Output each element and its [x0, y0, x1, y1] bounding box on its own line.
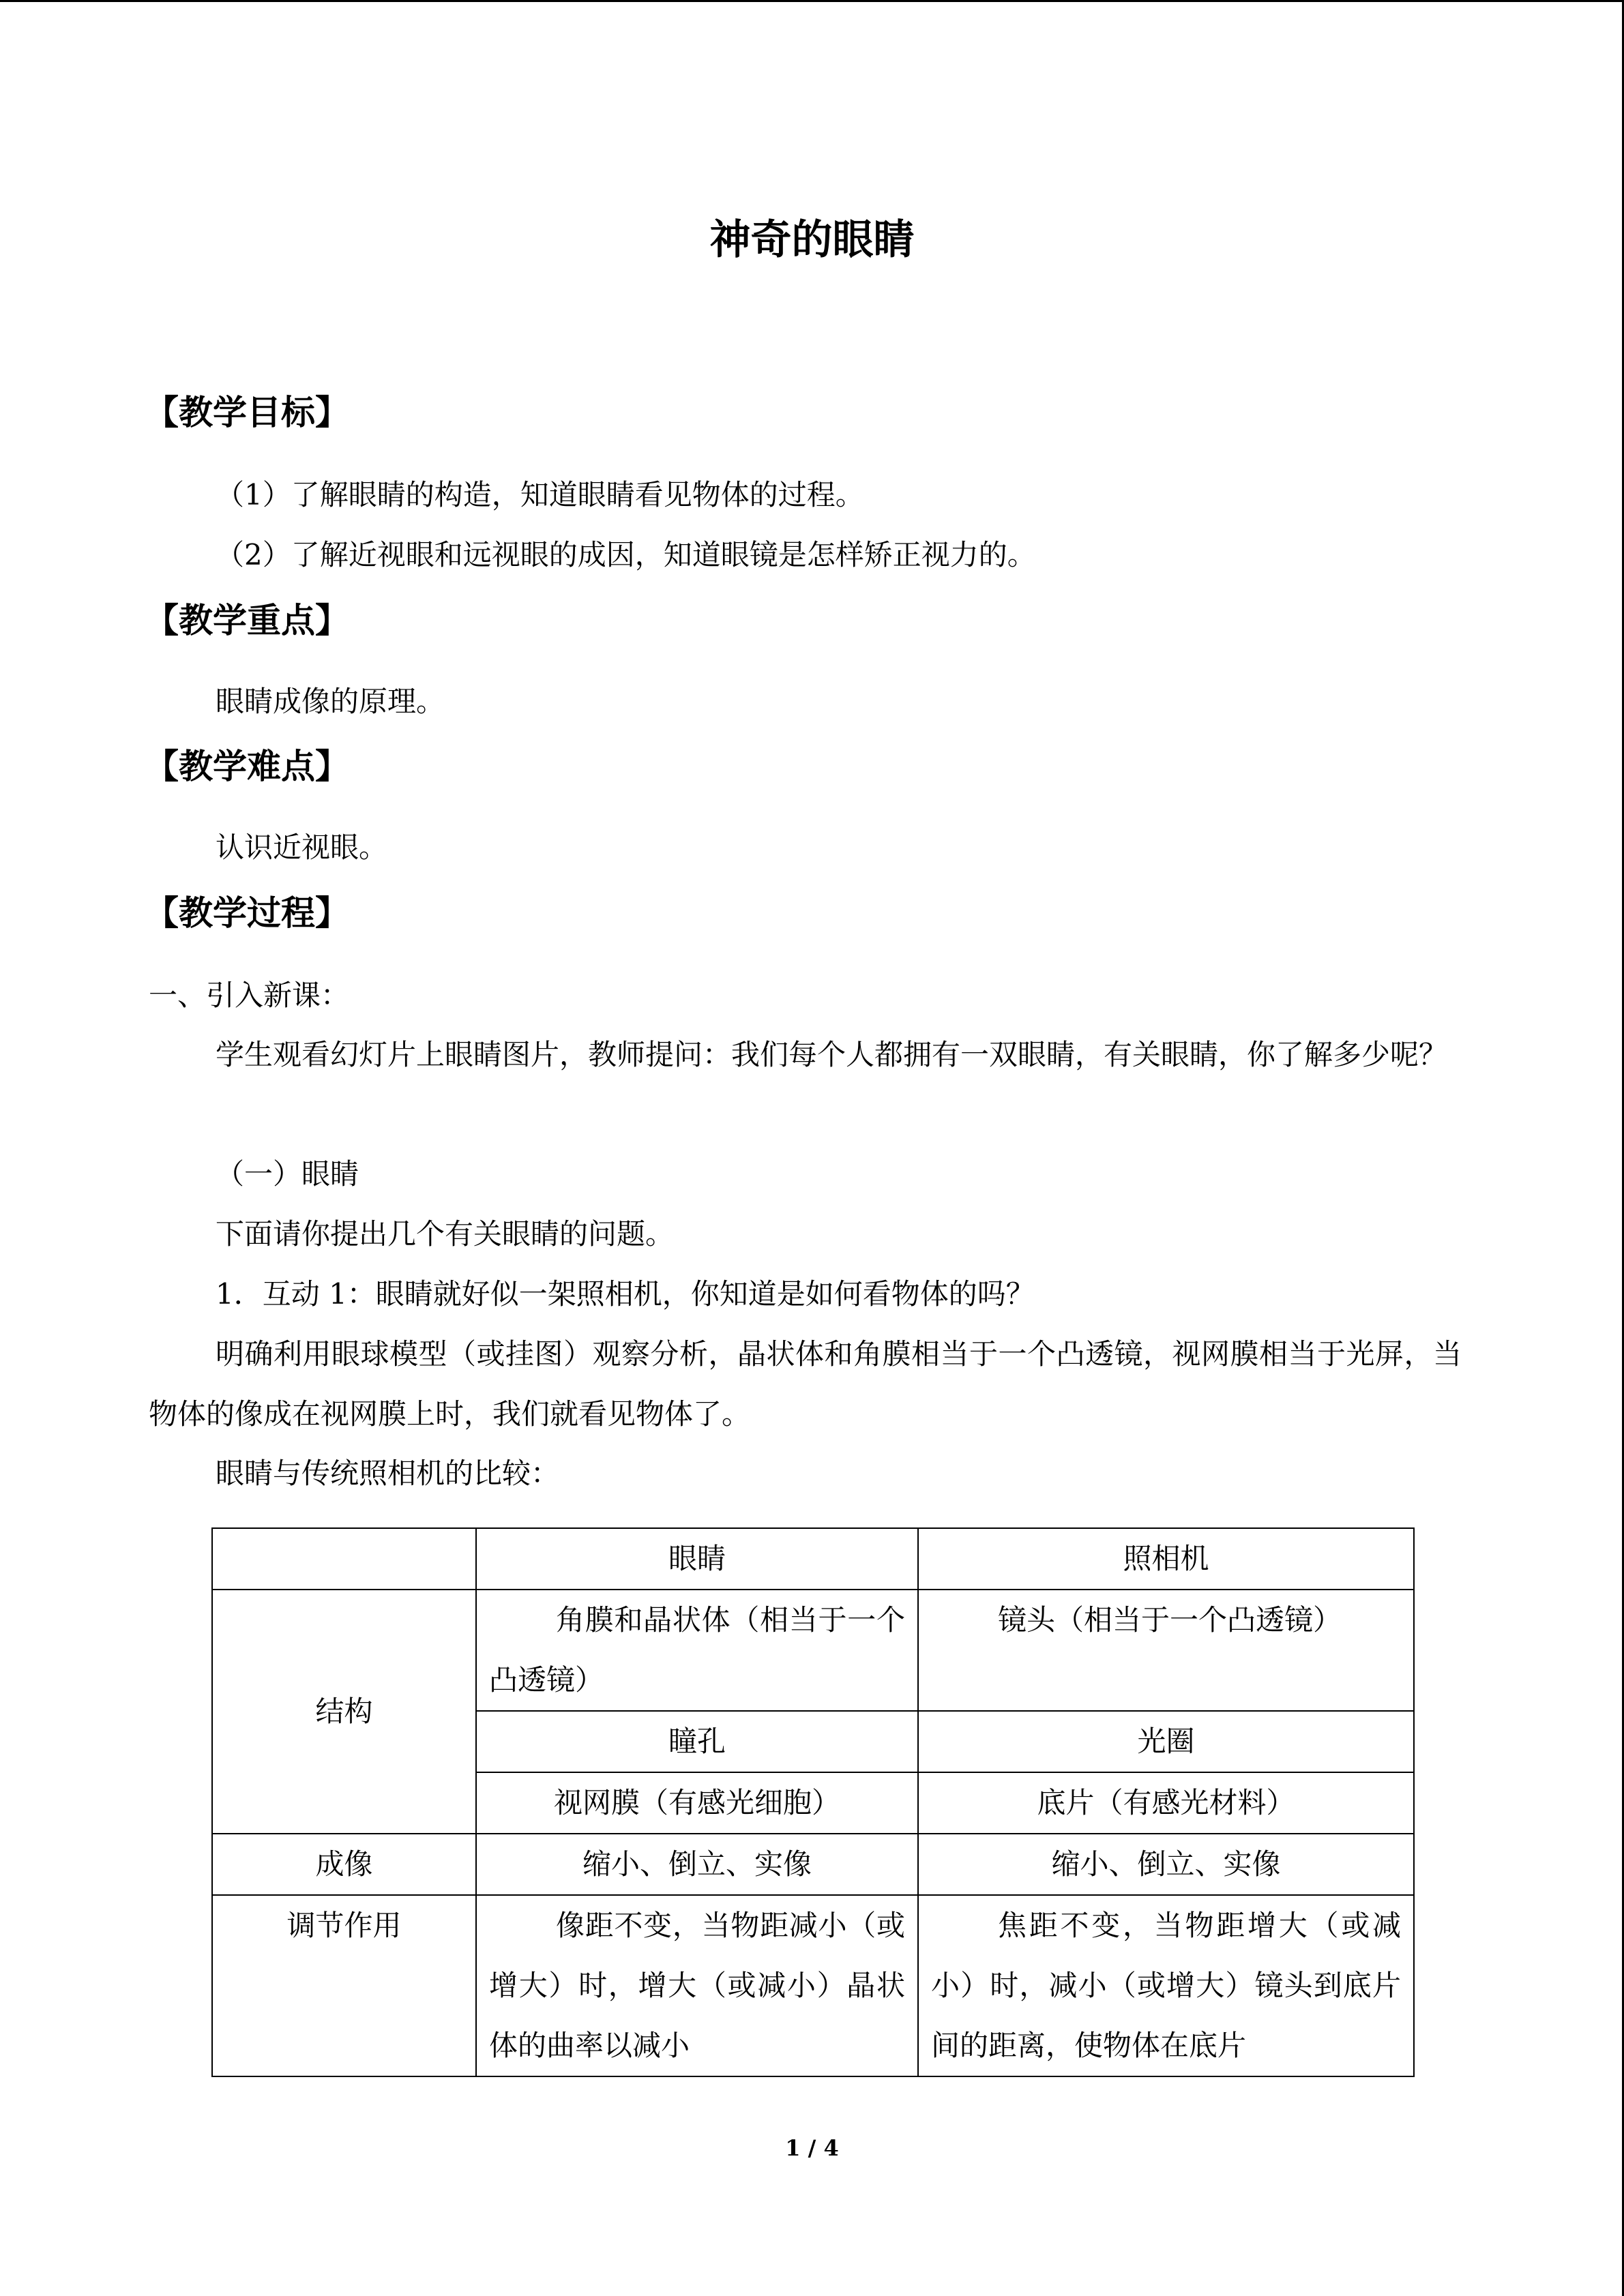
table-row [212, 1590, 1414, 1711]
header-cell-eye: 眼睛 [476, 1528, 918, 1590]
table-header-row [212, 1528, 1414, 1590]
header-cell-empty [212, 1528, 476, 1590]
sub-heading-eye: （一）眼睛 [216, 1157, 359, 1191]
structure-label: 结构 [212, 1590, 476, 1834]
objective-item-2: （2）了解近视眼和远视眼的成因，知道眼镜是怎样矫正视力的。 [216, 538, 1036, 571]
table-row [212, 1895, 1414, 2076]
page-border-top [0, 0, 1624, 2]
adjust-label: 调节作用 [212, 1895, 476, 2076]
heading-process: 【教学过程】 [145, 893, 349, 933]
eye-imaging-cell: 缩小、倒立、实像 [476, 1834, 918, 1895]
interaction-1: 1．互动 1：眼睛就好似一架照相机，你知道是如何看物体的吗？ [216, 1277, 1035, 1311]
difficulty-text: 认识近视眼。 [216, 831, 388, 864]
eye-adjust-cell: 像距不变，当物距减小（或增大）时，增大（或减小）晶状体的曲率以减小 [476, 1895, 918, 2076]
header-cell-camera: 照相机 [918, 1528, 1414, 1590]
eye-pupil-cell: 瞳孔 [476, 1711, 918, 1772]
table-row [212, 1834, 1414, 1895]
camera-film-cell: 底片（有感光材料） [918, 1772, 1414, 1834]
question-prompt: 下面请你提出几个有关眼睛的问题。 [216, 1217, 675, 1251]
heading-key-point: 【教学重点】 [145, 601, 349, 640]
camera-adjust-cell: 焦距不变，当物距增大（或减小）时，减小（或增大）镜头到底片间的距离，使物体在底片 [918, 1895, 1414, 2076]
table-caption: 眼睛与传统照相机的比较： [216, 1457, 560, 1490]
explanation-text: 明确利用眼球模型（或挂图）观察分析，晶状体和角膜相当于一个凸透镜，视网膜相当于光屏，当物体的像成在视网膜上时，我们就看见物体了。 [149, 1337, 1462, 1431]
comparison-table [211, 1527, 1415, 2077]
eye-lens-cell: 角膜和晶状体（相当于一个凸透镜） [476, 1590, 918, 1711]
key-point-text: 眼睛成像的原理。 [216, 685, 445, 718]
imaging-label: 成像 [212, 1834, 476, 1895]
camera-imaging-cell: 缩小、倒立、实像 [918, 1834, 1414, 1895]
page-indicator: 1 / 4 [785, 2135, 839, 2161]
eye-retina-cell: 视网膜（有感光细胞） [476, 1772, 918, 1834]
intro-label: 一、引入新课： [149, 979, 350, 1012]
objective-item-1: （1）了解眼睛的构造，知道眼睛看见物体的过程。 [216, 478, 864, 511]
intro-text: 学生观看幻灯片上眼睛图片，教师提问：我们每个人都拥有一双眼睛，有关眼睛，你了解多少呢？ [216, 1038, 1448, 1071]
camera-aperture-cell: 光圈 [918, 1711, 1414, 1772]
document-title: 神奇的眼睛 [709, 216, 915, 264]
heading-difficulty: 【教学难点】 [145, 747, 349, 786]
heading-objectives: 【教学目标】 [145, 393, 349, 432]
camera-lens-cell: 镜头（相当于一个凸透镜） [918, 1590, 1414, 1711]
